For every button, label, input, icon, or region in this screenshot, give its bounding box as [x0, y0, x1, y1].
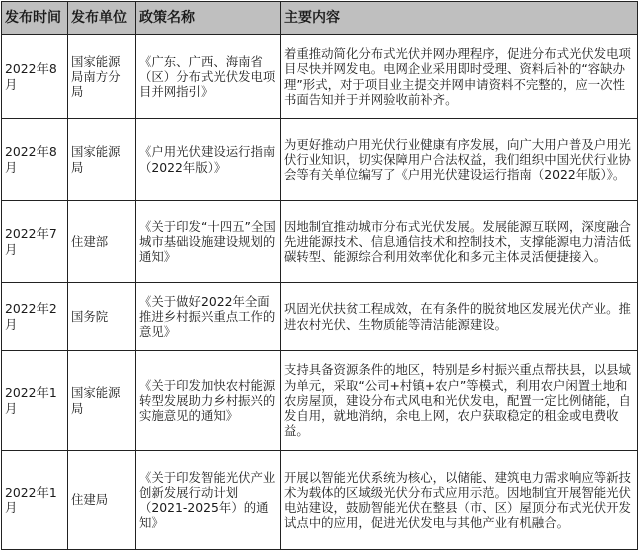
- table-row: [2, 451, 638, 550]
- policy-name-cell: 《关于做好2022年全面推进乡村振兴重点工作的意见》: [136, 283, 281, 351]
- unit-cell: 国家能源局: [68, 119, 136, 201]
- unit-cell: 住建局: [68, 451, 136, 550]
- table-row: [2, 351, 638, 451]
- unit-cell: 住建部: [68, 201, 136, 283]
- date-cell: 2022年1月: [2, 451, 68, 550]
- header-date: 发布时间: [2, 2, 68, 35]
- unit-cell: 国家能源局: [68, 351, 136, 451]
- header-content: 主要内容: [281, 2, 638, 35]
- content-cell: 着重推动简化分布式光伏并网办理程序，促进分布式光伏发电项目尽快并网发电。电网企业采用即时受理、资料后补的“容缺办理”形式，对于项目业主提交并网申请资料不完整的，应一次性书面告知并于并网验收前补齐。: [281, 35, 638, 119]
- policy-name-cell: 《关于印发智能光伏产业创新发展行动计划（2021-2025年）的通知》: [136, 451, 281, 550]
- header-row: [2, 2, 638, 35]
- policy-name-cell: 《户用光伏建设运行指南（2022年版）》: [136, 119, 281, 201]
- date-cell: 2022年8月: [2, 119, 68, 201]
- table-row: [2, 119, 638, 201]
- table-row: [2, 283, 638, 351]
- header-policy: 政策名称: [136, 2, 281, 35]
- content-cell: 因地制宜推动城市分布式光伏发展。发展能源互联网，深度融合先进能源技术、信息通信技术和控制技术，支撑能源电力清洁低碳转型、能源综合利用效率优化和多元主体灵活便捷接入。: [281, 201, 638, 283]
- content-cell: 支持具备资源条件的地区，特别是乡村振兴重点帮扶县，以县域为单元，采取“公司+村镇+农户”等模式，利用农户闲置土地和农房屋顶，建设分布式风电和光伏发电，配置一定比例储能，自发自用，就地消纳，余电上网，农户获取稳定的租金或电费收益。: [281, 351, 638, 451]
- unit-cell: 国家能源局南方分局: [68, 35, 136, 119]
- policy-name-cell: 《关于印发“十四五”全国城市基础设施建设规划的通知》: [136, 201, 281, 283]
- header-unit: 发布单位: [68, 2, 136, 35]
- policy-name-cell: 《关于印发加快农村能源转型发展助力乡村振兴的实施意见的通知》: [136, 351, 281, 451]
- date-cell: 2022年2月: [2, 283, 68, 351]
- date-cell: 2022年1月: [2, 351, 68, 451]
- policy-name-cell: 《广东、广西、海南省（区）分布式光伏发电项目并网指引》: [136, 35, 281, 119]
- policy-table: [1, 1, 638, 550]
- content-cell: 开展以智能光伏系统为核心，以储能、建筑电力需求响应等新技术为载体的区域级光伏分布式应用示范。因地制宜开展智能光伏电站建设，鼓励智能光伏在整县（市、区）屋顶分布式光伏开发试点中的应用，促进光伏发电与其他产业有机融合。: [281, 451, 638, 550]
- date-cell: 2022年7月: [2, 201, 68, 283]
- table-row: [2, 201, 638, 283]
- table-row: [2, 35, 638, 119]
- date-cell: 2022年8月: [2, 35, 68, 119]
- unit-cell: 国务院: [68, 283, 136, 351]
- content-cell: 巩固光伏扶贫工程成效，在有条件的脱贫地区发展光伏产业。推进农村光伏、生物质能等清洁能源建设。: [281, 283, 638, 351]
- content-cell: 为更好推动户用光伏行业健康有序发展，向广大用户普及户用光伏行业知识，切实保障用户合法权益，我们组织中国光伏行业协会等有关单位编写了《户用光伏建设运行指南（2022年版）》。: [281, 119, 638, 201]
